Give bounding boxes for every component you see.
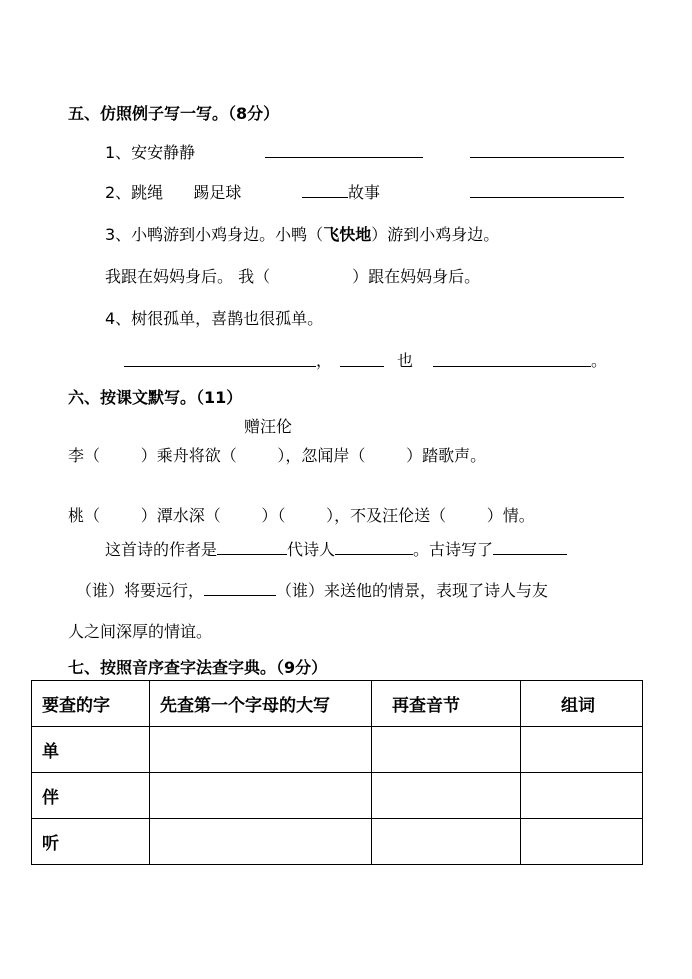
para-1: 这首诗的作者是 代诗人 。古诗写了: [105, 537, 567, 560]
poem-line-2: 桃（ ）潭水深（ ）（ ），不及汪伦送（ ）情。: [68, 506, 535, 525]
table-row: [32, 819, 643, 865]
q3-emphasis: 飞快地: [323, 225, 372, 244]
q4-blank-2[interactable]: [340, 352, 384, 367]
q1-blank-2[interactable]: [470, 143, 624, 158]
header-words: 组词: [521, 681, 643, 727]
question-1: [105, 140, 195, 163]
q4-end: 。: [591, 351, 608, 370]
question-4: 4、树很孤单，喜鹊也很孤单。: [105, 309, 324, 328]
author-blank[interactable]: [217, 540, 287, 555]
row-char: 伴: [32, 773, 150, 819]
row-char: 单: [32, 727, 150, 773]
section5-title: 五、仿照例子写一写。（8分）: [68, 104, 280, 123]
q2-blank-1[interactable]: [302, 183, 348, 198]
answer-cell[interactable]: [521, 819, 643, 865]
answer-cell[interactable]: [372, 819, 521, 865]
table-row: [32, 727, 643, 773]
section7-title: 七、按照音序查字法查字典。（9分）: [68, 658, 328, 677]
poem-title: 赠汪伦: [244, 417, 293, 436]
q2-blank-2[interactable]: [470, 183, 624, 198]
para-2: （谁）将要远行， （谁）来送他的情景，表现了诗人与友: [76, 581, 549, 600]
q4-blank-1[interactable]: [124, 352, 316, 367]
header-char: 要查的字: [32, 681, 150, 727]
table-row: [32, 773, 643, 819]
row-char: 听: [32, 819, 150, 865]
para-3: 人之间深厚的情谊。: [68, 622, 213, 641]
answer-cell[interactable]: [372, 773, 521, 819]
answer-cell[interactable]: [150, 727, 372, 773]
answer-cell[interactable]: [150, 773, 372, 819]
header-letter: 先查第一个字母的大写: [150, 681, 372, 727]
q2-text-a: 2、跳绳: [105, 183, 164, 202]
answer-cell[interactable]: [521, 773, 643, 819]
answer-cell[interactable]: [521, 727, 643, 773]
q4-comma: ，: [316, 351, 333, 370]
table-header-row: [32, 681, 643, 727]
answer-cell[interactable]: [372, 727, 521, 773]
answer-cell[interactable]: [150, 819, 372, 865]
question-2: [105, 180, 241, 203]
q2-text-c: 故事: [348, 183, 381, 202]
q2-text-b: 踢足球: [193, 183, 242, 202]
question-3: 3、小鸭游到小鸡身边。小鸭（飞快地）游到小鸡身边。: [105, 225, 500, 244]
header-syllable: 再查音节: [372, 681, 521, 727]
q4-blank-3[interactable]: [433, 352, 591, 367]
dictionary-table: [31, 680, 643, 865]
section6-title: 六、按课文默写。（11）: [68, 388, 243, 407]
q1-blank-1[interactable]: [265, 143, 423, 158]
question-3-line2: 我跟在妈妈身后。 我（ ）跟在妈妈身后。: [105, 267, 481, 286]
poem-line-1: 李（ ）乘舟将欲（ ），忽闻岸（ ）踏歌声。: [68, 446, 487, 465]
who-blank-2[interactable]: [204, 581, 276, 596]
dynasty-blank[interactable]: [335, 540, 413, 555]
q4-ye: 也: [397, 351, 414, 370]
who-blank-1[interactable]: [493, 540, 567, 555]
q1-text: 1、安安静静: [105, 143, 196, 162]
